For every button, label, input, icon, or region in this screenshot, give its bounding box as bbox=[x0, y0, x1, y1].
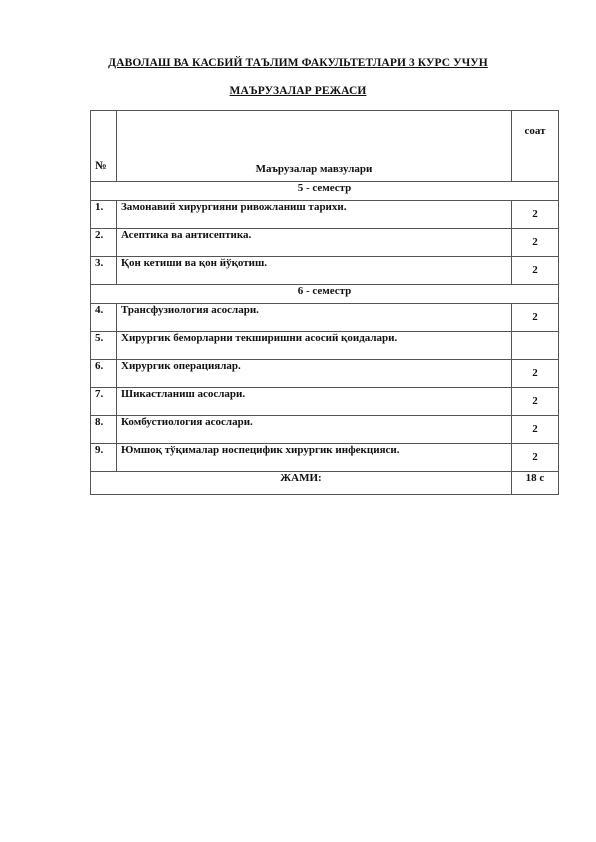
row-topic: Трансфузиология асослари. bbox=[117, 304, 512, 332]
table-row bbox=[91, 332, 559, 360]
row-topic: Қон кетиши ва қон йўқотиш. bbox=[117, 257, 512, 285]
table-row bbox=[91, 304, 559, 332]
semester-5-label: 5 - семестр bbox=[91, 182, 559, 201]
table-row bbox=[91, 416, 559, 444]
row-hours: 2 bbox=[512, 304, 559, 332]
row-number: 9. bbox=[91, 444, 117, 472]
row-number: 6. bbox=[91, 360, 117, 388]
row-number: 4. bbox=[91, 304, 117, 332]
row-hours bbox=[512, 332, 559, 360]
header-topic: Маърузалар мавзулари bbox=[117, 111, 512, 182]
document-title: ДАВОЛАШ ВА КАСБИЙ ТАЪЛИМ ФАКУЛЬТЕТЛАРИ 3 КУРС УЧУН bbox=[108, 57, 488, 69]
header-number: № bbox=[91, 111, 117, 182]
row-hours: 2 bbox=[512, 257, 559, 285]
row-topic: Шикастланиш асослари. bbox=[117, 388, 512, 416]
table-row bbox=[91, 201, 559, 229]
total-label: ЖАМИ: bbox=[91, 472, 512, 495]
row-topic: Замонавий хирургияни ривожланиш тарихи. bbox=[117, 201, 512, 229]
header-hours: соат bbox=[512, 111, 559, 182]
document-subtitle: МАЪРУЗАЛАР РЕЖАСИ bbox=[229, 85, 367, 97]
row-topic: Хирургик операциялар. bbox=[117, 360, 512, 388]
table-row bbox=[91, 388, 559, 416]
table-row bbox=[91, 229, 559, 257]
total-hours: 18 с bbox=[512, 472, 559, 495]
table-header-row bbox=[91, 111, 559, 182]
semester-row bbox=[91, 285, 559, 304]
row-hours: 2 bbox=[512, 416, 559, 444]
row-hours: 2 bbox=[512, 229, 559, 257]
row-topic: Хирургик беморларни текширишни асосий қоидалари. bbox=[117, 332, 512, 360]
row-number: 2. bbox=[91, 229, 117, 257]
table-row bbox=[91, 360, 559, 388]
semester-row bbox=[91, 182, 559, 201]
row-hours: 2 bbox=[512, 444, 559, 472]
total-row bbox=[91, 472, 559, 495]
row-number: 5. bbox=[91, 332, 117, 360]
row-number: 7. bbox=[91, 388, 117, 416]
row-number: 8. bbox=[91, 416, 117, 444]
row-hours: 2 bbox=[512, 388, 559, 416]
row-number: 1. bbox=[91, 201, 117, 229]
row-hours: 2 bbox=[512, 360, 559, 388]
row-topic: Асептика ва антисептика. bbox=[117, 229, 512, 257]
row-hours: 2 bbox=[512, 201, 559, 229]
row-number: 3. bbox=[91, 257, 117, 285]
table-row bbox=[91, 257, 559, 285]
lecture-plan-table bbox=[90, 110, 559, 495]
table-row bbox=[91, 444, 559, 472]
row-topic: Юмшоқ тўқималар носпецифик хирургик инфекцияси. bbox=[117, 444, 512, 472]
semester-6-label: 6 - семестр bbox=[91, 285, 559, 304]
row-topic: Комбустиология асослари. bbox=[117, 416, 512, 444]
